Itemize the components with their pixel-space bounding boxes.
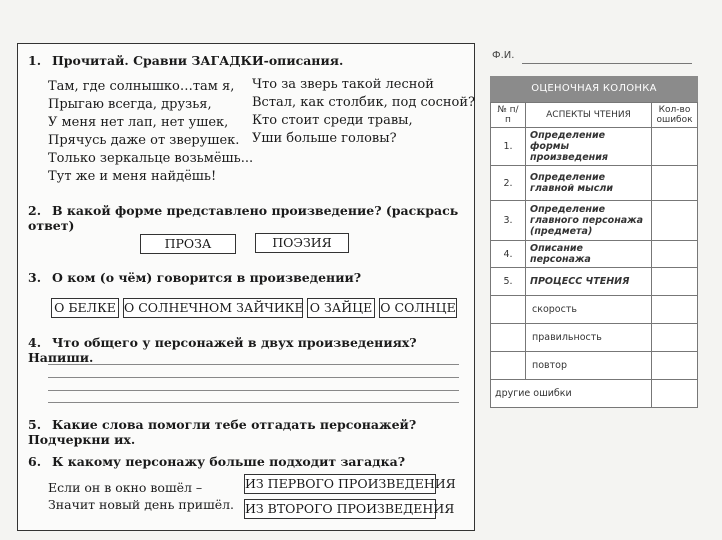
question-number: 3. xyxy=(28,270,48,285)
question-6 xyxy=(28,454,464,469)
answer-option-first-work[interactable]: ИЗ ПЕРВОГО ПРОИЗВЕДЕНИЯ xyxy=(244,474,436,494)
answer-option-prose[interactable]: ПРОЗА xyxy=(140,234,236,254)
row-num: 3. xyxy=(491,201,526,241)
answer-option-hare[interactable]: О ЗАЙЦЕ xyxy=(307,298,375,318)
error-count-cell[interactable] xyxy=(652,166,698,201)
subrow-aspect: повтор xyxy=(526,352,652,380)
question-2 xyxy=(28,203,464,233)
question-number: 2. xyxy=(28,203,48,218)
row-num: 1. xyxy=(491,128,526,166)
table-row xyxy=(491,352,698,380)
question-4 xyxy=(28,335,464,365)
row-aspect: Определение главного персонажа (предмета) xyxy=(526,201,652,241)
name-label: Ф.И. xyxy=(492,50,515,61)
grading-table xyxy=(490,102,698,408)
error-count-cell[interactable] xyxy=(652,201,698,241)
subrow-aspect: правильность xyxy=(526,324,652,352)
other-errors-label: другие ошибки xyxy=(491,380,652,408)
error-count-cell[interactable] xyxy=(652,241,698,268)
table-row xyxy=(491,201,698,241)
worksheet xyxy=(17,43,475,531)
error-count-cell[interactable] xyxy=(652,352,698,380)
poem-2 xyxy=(252,76,475,148)
table-row xyxy=(491,166,698,201)
question-text: В какой форме представлено произведение? (раскрась ответ) xyxy=(28,203,459,233)
question-5 xyxy=(28,417,464,447)
question-text: Какие слова помогли тебе отгадать персонажей? Подчеркни их. xyxy=(28,417,417,447)
table-row xyxy=(491,296,698,324)
grading-title: ОЦЕНОЧНАЯ КОЛОНКА xyxy=(490,76,698,102)
table-row xyxy=(491,128,698,166)
question-text: О ком (о чём) говорится в произведении? xyxy=(51,270,362,285)
error-count-cell[interactable] xyxy=(652,296,698,324)
poem-line: Тут же и меня найдёшь! xyxy=(48,169,217,184)
riddle-line: Значит новый день пришёл. xyxy=(48,497,235,512)
poem-line: Прыгаю всегда, друзья, xyxy=(48,97,212,112)
poem-line: Уши больше головы? xyxy=(252,131,397,146)
table-header xyxy=(491,103,698,128)
answer-line[interactable] xyxy=(48,390,459,391)
error-count-cell[interactable] xyxy=(652,324,698,352)
poem-line: Прячусь даже от зверушек. xyxy=(48,133,240,148)
header-aspects: АСПЕКТЫ ЧТЕНИЯ xyxy=(526,103,652,128)
row-aspect: Описание персонажа xyxy=(526,241,652,268)
question-number: 4. xyxy=(28,335,48,350)
question-text: Прочитай. Сравни ЗАГАДКИ-описания. xyxy=(51,53,344,68)
poem-1 xyxy=(48,78,253,186)
answer-line[interactable] xyxy=(48,377,459,378)
poem-line: Что за зверь такой лесной xyxy=(252,77,434,92)
question-number: 6. xyxy=(28,454,48,469)
question-number: 1. xyxy=(28,53,48,68)
error-count-cell[interactable] xyxy=(652,268,698,296)
row-num: 5. xyxy=(491,268,526,296)
table-row xyxy=(491,268,698,296)
question-1 xyxy=(28,53,464,68)
table-row xyxy=(491,380,698,408)
poem-line: Там, где солнышко…там я, xyxy=(48,79,235,94)
question-number: 5. xyxy=(28,417,48,432)
error-count-cell[interactable] xyxy=(652,380,698,408)
grading-column xyxy=(490,76,698,401)
answer-option-second-work[interactable]: ИЗ ВТОРОГО ПРОИЗВЕДЕНИЯ xyxy=(244,499,436,519)
question-3 xyxy=(28,270,464,285)
row-num: 2. xyxy=(491,166,526,201)
riddle xyxy=(48,479,234,513)
table-row xyxy=(491,324,698,352)
name-input-line[interactable] xyxy=(522,63,692,64)
poem-line: Встал, как столбик, под сосной? xyxy=(252,95,476,110)
row-aspect: Определение формы произведения xyxy=(526,128,652,166)
answer-option-poetry[interactable]: ПОЭЗИЯ xyxy=(255,233,349,253)
answer-option-sunbeam[interactable]: О СОЛНЕЧНОМ ЗАЙЧИКЕ xyxy=(123,298,303,318)
row-aspect: Определение главной мысли xyxy=(526,166,652,201)
poem-line: Только зеркальце возьмёшь... xyxy=(48,151,254,166)
answer-option-squirrel[interactable]: О БЕЛКЕ xyxy=(51,298,119,318)
row-num: 4. xyxy=(491,241,526,268)
error-count-cell[interactable] xyxy=(652,128,698,166)
poem-line: Кто стоит среди травы, xyxy=(252,113,413,128)
question-text: Что общего у персонажей в двух произведениях? Напиши. xyxy=(28,335,417,365)
answer-line[interactable] xyxy=(48,402,459,403)
table-row xyxy=(491,241,698,268)
riddle-line: Если он в окно вошёл – xyxy=(48,480,203,495)
poem-line: У меня нет лап, нет ушек, xyxy=(48,115,229,130)
answer-option-sun[interactable]: О СОЛНЦЕ xyxy=(379,298,457,318)
header-num: № п/п xyxy=(491,103,526,128)
header-errors: Кол-во ошибок xyxy=(652,103,698,128)
question-text: К какому персонажу больше подходит загадка? xyxy=(51,454,406,469)
row-aspect: ПРОЦЕСС ЧТЕНИЯ xyxy=(526,268,652,296)
answer-line[interactable] xyxy=(48,364,459,365)
subrow-aspect: скорость xyxy=(526,296,652,324)
